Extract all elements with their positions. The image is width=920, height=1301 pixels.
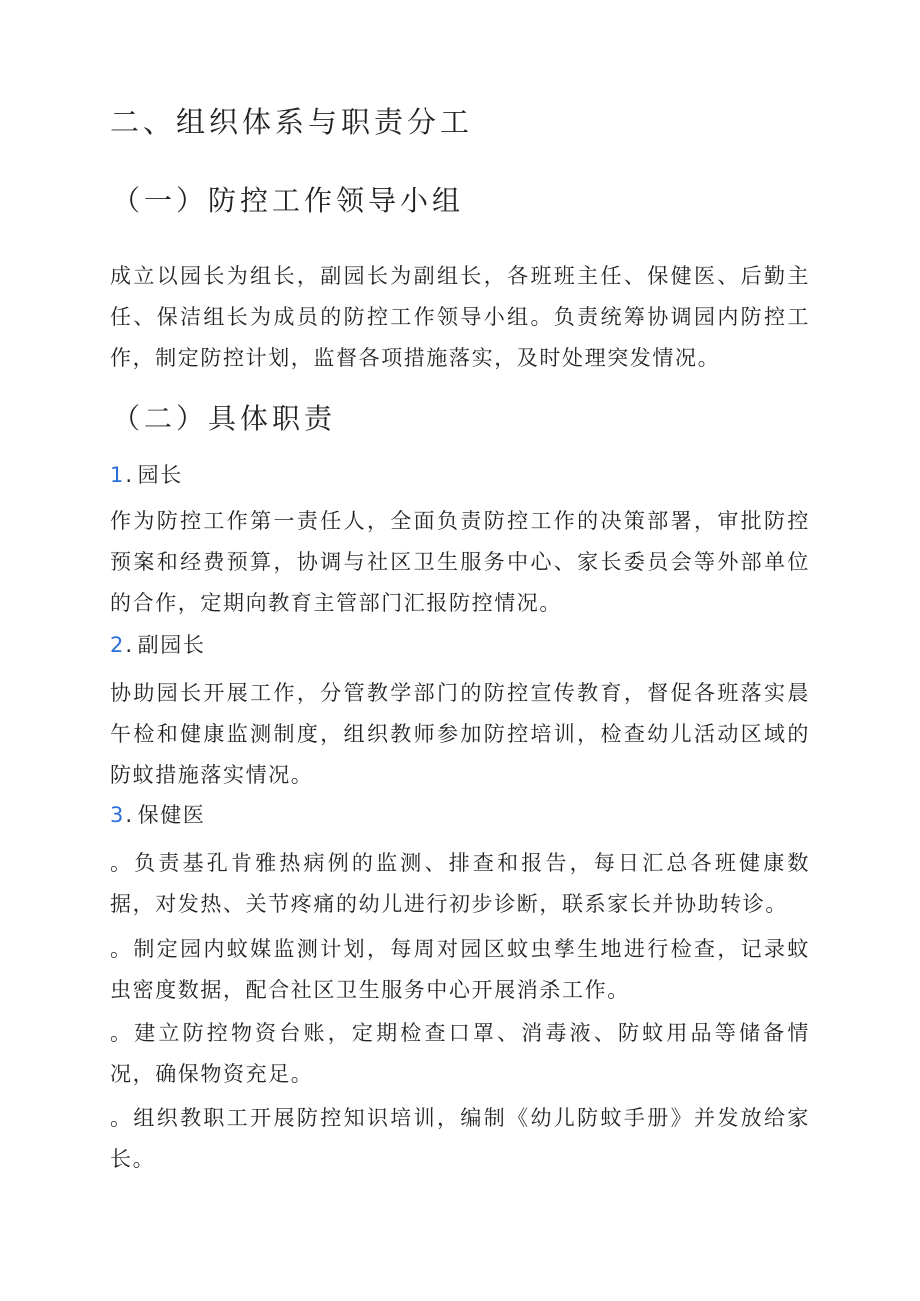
item-heading-director (110, 458, 183, 492)
item-heading-vice-director (110, 628, 205, 662)
item-number-dot: . (125, 803, 134, 827)
item-label: 保健医 (137, 803, 206, 827)
subsection-title-responsibilities: （二）具体职责 (112, 402, 337, 435)
vice-director-duty-paragraph: 协助园长开展工作，分管教学部门的防控宣传教育，督促各班落实晨午检和健康监测制度，组织教师参加防控培训，检查幼儿活动区域的防蚊措施落实情况。 (110, 681, 810, 787)
health-doctor-duty-monitoring: 。负责基孔肯雅热病例的监测、排查和报告，每日汇总各班健康数据，对发热、关节疼痛的幼儿进行初步诊断，联系家长并协助转诊。 (110, 851, 810, 916)
item-number-dot: . (125, 463, 134, 487)
item-heading-health-doctor (110, 798, 205, 832)
section-heading: 二、组织体系与职责分工 (110, 105, 474, 139)
item-number: 3 (110, 803, 126, 827)
item-number-dot: . (125, 633, 134, 657)
subsection-title-leadership-group: （一）防控工作领导小组 (112, 184, 465, 217)
health-doctor-duty-training: 。组织教职工开展防控知识培训，编制《幼儿防蚊手册》并发放给家长。 (110, 1106, 810, 1171)
item-label: 副园长 (137, 633, 206, 657)
item-number: 1 (110, 463, 126, 487)
item-label: 园长 (137, 463, 183, 487)
item-number: 2 (110, 633, 126, 657)
leadership-group-paragraph: 成立以园长为组长，副园长为副组长，各班班主任、保健医、后勤主任、保洁组长为成员的防控工作领导小组。负责统筹协调园内防控工作，制定防控计划，监督各项措施落实，及时处理突发情况。 (110, 264, 810, 370)
health-doctor-duty-mosquito-plan: 。制定园内蚊媒监测计划，每周对园区蚊虫孳生地进行检查，记录蚊虫密度数据，配合社区卫生服务中心开展消杀工作。 (110, 937, 810, 1002)
health-doctor-duty-supplies: 。建立防控物资台账，定期检查口罩、消毒液、防蚊用品等储备情况，确保物资充足。 (110, 1021, 810, 1086)
director-duty-paragraph: 作为防控工作第一责任人，全面负责防控工作的决策部署，审批防控预案和经费预算，协调与社区卫生服务中心、家长委员会等外部单位的合作，定期向教育主管部门汇报防控情况。 (110, 509, 810, 615)
